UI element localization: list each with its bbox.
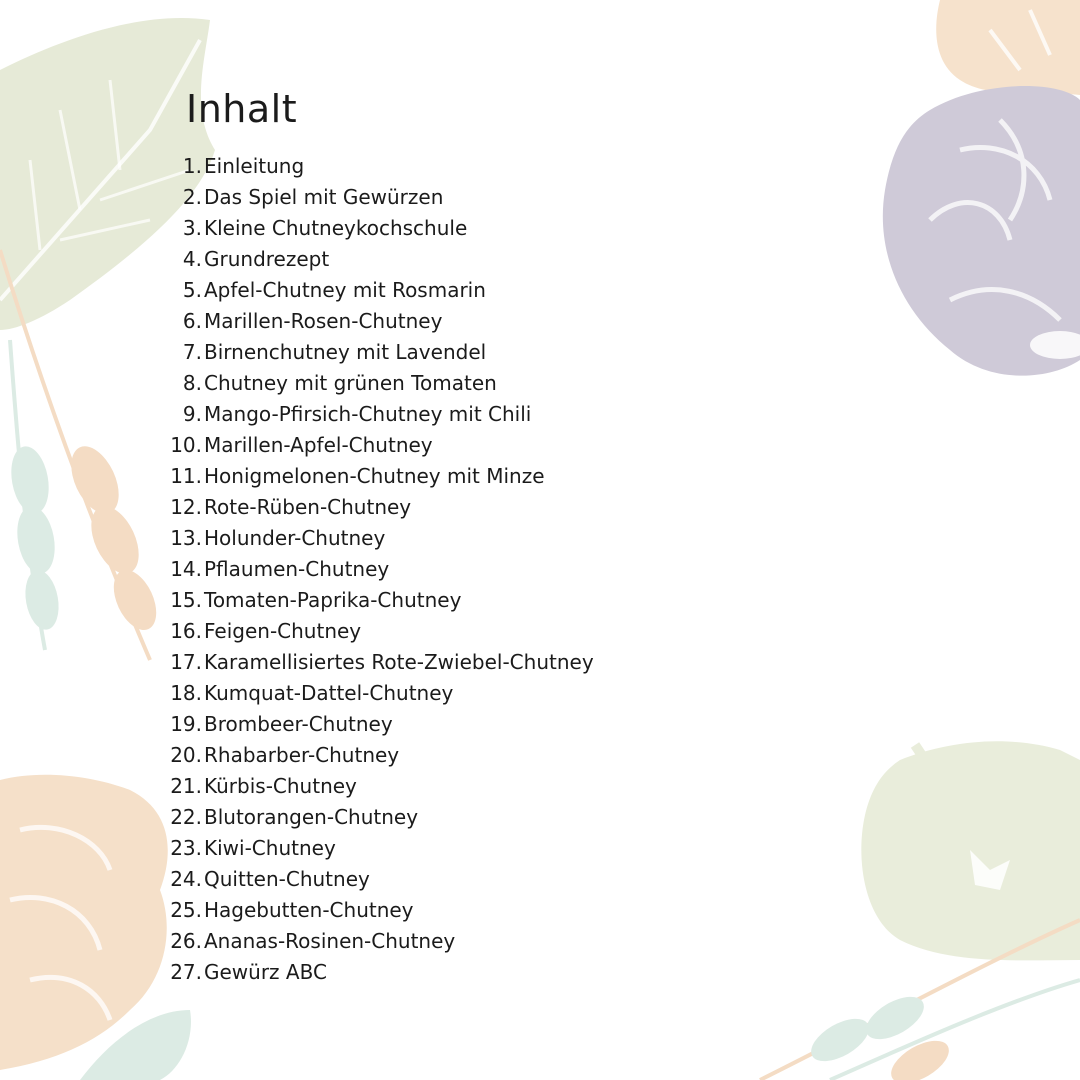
toc-item-label: Marillen-Rosen-Chutney bbox=[204, 309, 443, 333]
toc-item-label: Rhabarber-Chutney bbox=[204, 743, 400, 767]
toc-item bbox=[160, 399, 594, 430]
toc-item-label: Pflaumen-Chutney bbox=[204, 557, 390, 581]
toc-item bbox=[160, 368, 594, 399]
toc-item bbox=[160, 709, 594, 740]
toc-item-number: 12. bbox=[170, 495, 202, 519]
toc-item-label: Ananas-Rosinen-Chutney bbox=[204, 929, 456, 953]
toc-item bbox=[160, 895, 594, 926]
toc-item bbox=[160, 430, 594, 461]
toc-item-number: 8. bbox=[182, 371, 202, 395]
toc-item-label: Tomaten-Paprika-Chutney bbox=[204, 588, 462, 612]
toc-item-label: Hagebutten-Chutney bbox=[204, 898, 414, 922]
toc-item bbox=[160, 926, 594, 957]
toc-item-number: 14. bbox=[170, 557, 202, 581]
toc-item-number: 26. bbox=[170, 929, 202, 953]
toc-item bbox=[160, 182, 594, 213]
toc-item-number: 23. bbox=[170, 836, 202, 860]
toc-item-label: Marillen-Apfel-Chutney bbox=[204, 433, 433, 457]
toc-item-number: 18. bbox=[170, 681, 202, 705]
toc-item-label: Das Spiel mit Gewürzen bbox=[204, 185, 444, 209]
toc-item-number: 21. bbox=[170, 774, 202, 798]
toc-item-label: Feigen-Chutney bbox=[204, 619, 362, 643]
toc-item-label: Apfel-Chutney mit Rosmarin bbox=[204, 278, 486, 302]
toc-item-label: Brombeer-Chutney bbox=[204, 712, 393, 736]
toc-item-number: 4. bbox=[182, 247, 202, 271]
toc-item-number: 25. bbox=[170, 898, 202, 922]
toc-item-number: 3. bbox=[182, 216, 202, 240]
toc-item-label: Karamellisiertes Rote-Zwiebel-Chutney bbox=[204, 650, 594, 674]
toc-item-label: Mango-Pfirsich-Chutney mit Chili bbox=[204, 402, 532, 426]
toc-item bbox=[160, 151, 594, 182]
toc-item-number: 27. bbox=[170, 960, 202, 984]
toc-item-number: 9. bbox=[182, 402, 202, 426]
toc-item bbox=[160, 275, 594, 306]
toc-item-number: 16. bbox=[170, 619, 202, 643]
table-of-contents bbox=[160, 151, 594, 988]
toc-item-label: Kiwi-Chutney bbox=[204, 836, 336, 860]
toc-item bbox=[160, 740, 594, 771]
toc-item-number: 24. bbox=[170, 867, 202, 891]
toc-item-label: Quitten-Chutney bbox=[204, 867, 370, 891]
toc-item bbox=[160, 337, 594, 368]
toc-item bbox=[160, 833, 594, 864]
toc-item-number: 7. bbox=[182, 340, 202, 364]
toc-item-label: Birnenchutney mit Lavendel bbox=[204, 340, 487, 364]
toc-item-number: 1. bbox=[182, 154, 202, 178]
toc-item-number: 6. bbox=[182, 309, 202, 333]
toc-item-label: Grundrezept bbox=[204, 247, 330, 271]
toc-item bbox=[160, 647, 594, 678]
toc-item bbox=[160, 585, 594, 616]
toc-item-label: Rote-Rüben-Chutney bbox=[204, 495, 412, 519]
page-title: Inhalt bbox=[186, 87, 298, 131]
toc-item-number: 17. bbox=[170, 650, 202, 674]
toc-item-number: 22. bbox=[170, 805, 202, 829]
toc-item-label: Holunder-Chutney bbox=[204, 526, 386, 550]
toc-item bbox=[160, 771, 594, 802]
toc-item-label: Kürbis-Chutney bbox=[204, 774, 357, 798]
toc-item-label: Honigmelonen-Chutney mit Minze bbox=[204, 464, 545, 488]
toc-item-number: 20. bbox=[170, 743, 202, 767]
toc-item-number: 19. bbox=[170, 712, 202, 736]
toc-item bbox=[160, 554, 594, 585]
toc-item bbox=[160, 244, 594, 275]
toc-item bbox=[160, 492, 594, 523]
toc-item bbox=[160, 678, 594, 709]
toc-item-number: 11. bbox=[170, 464, 202, 488]
toc-item-number: 15. bbox=[170, 588, 202, 612]
toc-item bbox=[160, 306, 594, 337]
toc-item-label: Kleine Chutneykochschule bbox=[204, 216, 468, 240]
toc-item-label: Gewürz ABC bbox=[204, 960, 327, 984]
toc-item-number: 5. bbox=[182, 278, 202, 302]
toc-item-number: 10. bbox=[170, 433, 202, 457]
toc-item bbox=[160, 957, 594, 988]
toc-item-label: Chutney mit grünen Tomaten bbox=[204, 371, 497, 395]
toc-item-label: Blutorangen-Chutney bbox=[204, 805, 419, 829]
toc-item bbox=[160, 213, 594, 244]
toc-item bbox=[160, 864, 594, 895]
toc-item-label: Kumquat-Dattel-Chutney bbox=[204, 681, 454, 705]
toc-item bbox=[160, 461, 594, 492]
toc-item bbox=[160, 802, 594, 833]
toc-item bbox=[160, 523, 594, 554]
toc-item-label: Einleitung bbox=[204, 154, 305, 178]
toc-item-number: 13. bbox=[170, 526, 202, 550]
toc-item bbox=[160, 616, 594, 647]
toc-item-number: 2. bbox=[182, 185, 202, 209]
